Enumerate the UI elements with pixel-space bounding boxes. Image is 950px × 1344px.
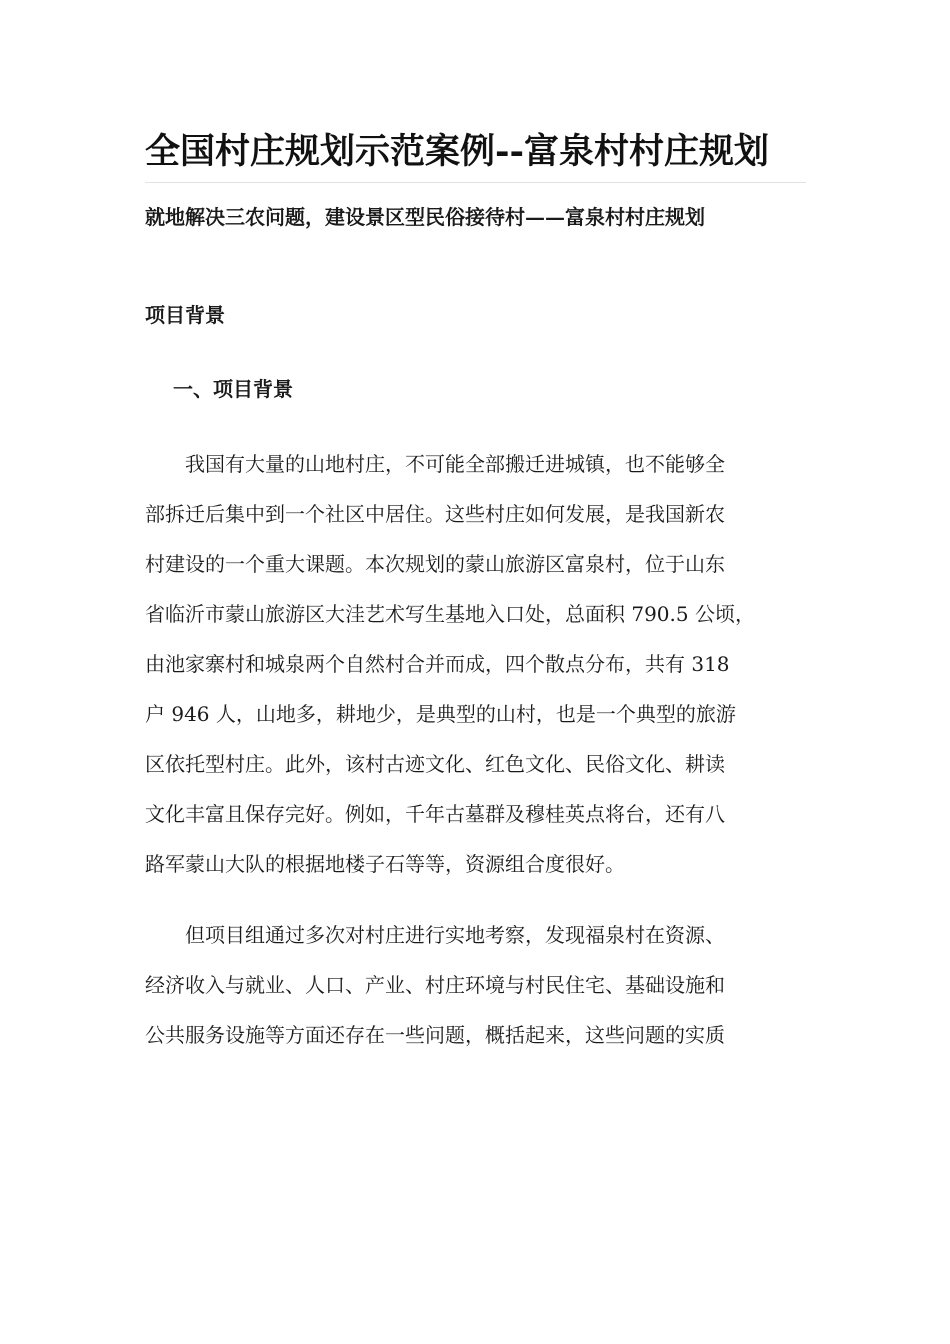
paragraph-line: 省临沂市蒙山旅游区大洼艺术写生基地入口处，总面积 790.5 公顷，: [145, 602, 755, 626]
sub-heading: 一、项目背景: [173, 377, 293, 401]
paragraph-1: [145, 439, 797, 889]
paragraph-line: 户 946 人，山地多，耕地少，是典型的山村，也是一个典型的旅游: [145, 702, 736, 726]
paragraph-line: 公共服务设施等方面还存在一些问题，概括起来，这些问题的实质: [145, 1023, 725, 1047]
document-title: 全国村庄规划示范案例--富泉村村庄规划: [145, 131, 770, 172]
document-subtitle: 就地解决三农问题，建设景区型民俗接待村——富泉村村庄规划: [145, 205, 705, 229]
title-divider: [145, 182, 806, 183]
paragraph-line: 部拆迁后集中到一个社区中居住。这些村庄如何发展，是我国新农: [145, 502, 725, 526]
paragraph-line: 文化丰富且保存完好。例如，千年古墓群及穆桂英点将台，还有八: [145, 802, 725, 826]
paragraph-line: 区依托型村庄。此外，该村古迹文化、红色文化、民俗文化、耕读: [145, 752, 725, 776]
paragraph-line: 我国有大量的山地村庄，不可能全部搬迁进城镇，也不能够全: [185, 452, 725, 476]
paragraph-line: 但项目组通过多次对村庄进行实地考察，发现福泉村在资源、: [185, 923, 725, 947]
paragraph-line: 村建设的一个重大课题。本次规划的蒙山旅游区富泉村，位于山东: [145, 552, 725, 576]
paragraph-line: 经济收入与就业、人口、产业、村庄环境与村民住宅、基础设施和: [145, 973, 725, 997]
paragraph-line: 由池家寨村和城泉两个自然村合并而成，四个散点分布，共有 318: [145, 652, 730, 676]
section-heading: 项目背景: [145, 303, 225, 327]
paragraph-2: [145, 910, 797, 1060]
paragraph-line: 路军蒙山大队的根据地楼子石等等，资源组合度很好。: [145, 852, 625, 876]
